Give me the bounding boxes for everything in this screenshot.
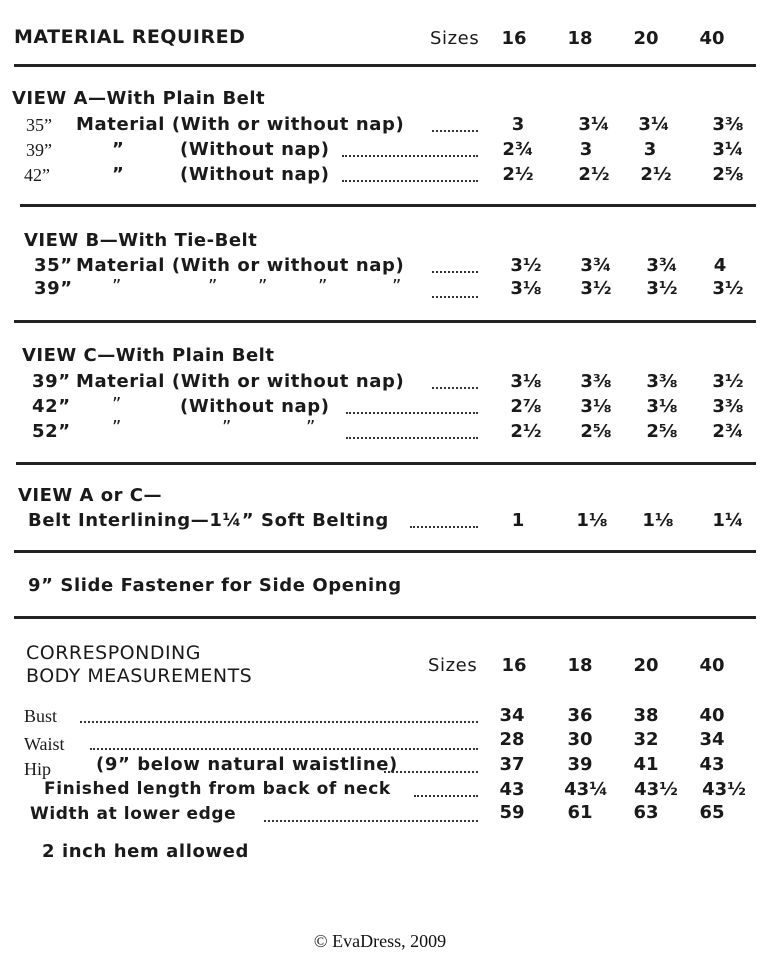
measurement-label: Waist [24,734,65,754]
measurement-value: 43½ [702,779,746,800]
yardage-value: 1⅛ [642,510,674,531]
yardage-value: 3⅜ [646,371,678,392]
dot-leader [432,387,478,389]
yardage-value: 2⅝ [646,421,678,442]
dot-leader [346,412,478,414]
body-measurements-title-line2: BODY MEASUREMENTS [26,665,253,687]
size-header: 18 [567,28,593,49]
yardage-value: 2⅝ [580,421,612,442]
yardage-value: 3¼ [638,114,670,135]
yardage-value: 2½ [510,421,542,442]
dot-leader [432,130,478,132]
divider [14,550,756,553]
material-desc: (Without nap) [180,164,330,185]
ditto-mark: ” [258,276,268,297]
material-width: 39” [26,140,52,160]
sizes-label: Sizes [430,28,480,49]
dot-leader [432,296,478,298]
yardage-value: 3¼ [712,139,744,160]
yardage-value: 2½ [578,164,610,185]
ditto-mark: ” [112,417,122,438]
ditto-mark: ” [222,417,232,438]
measurement-value: 28 [499,729,525,750]
yardage-value: 3¼ [578,114,610,135]
measurement-value: 38 [633,705,659,726]
material-width: 35” [26,115,52,135]
ditto-mark: ” [392,276,402,297]
yardage-value: 3⅜ [712,114,744,135]
measurement-value: 63 [633,802,659,823]
dot-leader [90,748,478,750]
ditto-mark: ” [112,164,125,185]
yardage-value: 2½ [502,164,534,185]
yardage-value: 2⅞ [510,396,542,417]
material-desc: Material (With or without nap) [76,114,405,135]
fastener-note: 9” Slide Fastener for Side Opening [28,575,402,596]
measurement-value: 40 [699,705,725,726]
yardage-value: 3½ [646,278,678,299]
divider [14,616,756,619]
yardage-value: 3½ [712,371,744,392]
yardage-value: 2¾ [712,421,744,442]
measurement-value: 43 [699,754,725,775]
yardage-value: 3⅜ [712,396,744,417]
size-header: 40 [699,28,725,49]
dot-leader [410,526,478,528]
measurement-value: 43¼ [564,779,608,800]
dot-leader [342,155,478,157]
material-desc: Material (With or without nap) [76,371,405,392]
yardage-value: 3¾ [646,255,678,276]
material-width: 52” [32,421,71,442]
chart-title: MATERIAL REQUIRED [14,26,246,48]
size-header: 20 [633,655,659,676]
yardage-value: 3⅛ [510,371,542,392]
measurement-value: 59 [499,802,525,823]
measurement-label: Hip [24,759,51,779]
yardage-value: 3 [643,139,657,160]
ditto-mark: ” [306,417,316,438]
measurement-label: Finished length from back of neck [44,779,391,799]
yardage-value: 3⅛ [580,396,612,417]
yardage-value: 2⅝ [712,164,744,185]
dot-leader [264,820,478,822]
measurement-value: 61 [567,802,593,823]
yardage-value: 3½ [510,255,542,276]
yardage-value: 3 [511,114,525,135]
measurement-value: 37 [499,754,525,775]
yardage-value: 3⅛ [510,278,542,299]
measurement-value: 43½ [634,779,678,800]
body-measurements-title-line1: CORRESPONDING [26,642,201,664]
view-a-title: VIEW A—With Plain Belt [12,88,266,109]
size-header: 16 [501,28,527,49]
sizes-label: Sizes [428,655,478,676]
belting-desc: Belt Interlining—1¼” Soft Belting [28,510,389,531]
material-desc: Material (With or without nap) [76,255,405,276]
yardage-value: 3½ [712,278,744,299]
yardage-value: 2¾ [502,139,534,160]
yardage-value: 1⅛ [576,510,608,531]
measurement-label: Bust [24,706,58,726]
yardage-value: 3⅛ [646,396,678,417]
measurement-value: 30 [567,729,593,750]
dot-leader [414,795,478,797]
divider [14,320,756,323]
yardage-value: 3½ [580,278,612,299]
view-c-title: VIEW C—With Plain Belt [22,345,275,366]
view-b-title: VIEW B—With Tie-Belt [24,230,258,251]
dot-leader [432,271,478,273]
measurement-value: 41 [633,754,659,775]
material-width: 42” [24,165,50,185]
measurement-value: 65 [699,802,725,823]
ditto-mark: ” [112,394,122,415]
size-header: 16 [501,655,527,676]
yardage-value: 4 [713,255,727,276]
measurement-value: 39 [567,754,593,775]
divider [16,462,756,465]
hip-note: (9” below natural waistline) [96,754,398,775]
size-header: 40 [699,655,725,676]
material-desc: (Without nap) [180,396,330,417]
yardage-value: 1 [511,510,525,531]
yardage-value: 2½ [640,164,672,185]
dot-leader [346,437,478,439]
dot-leader [384,771,478,773]
yardage-value: 1¼ [712,510,744,531]
yardage-value: 3 [579,139,593,160]
material-width: 39” [32,371,71,392]
measurement-value: 43 [499,779,525,800]
divider [14,64,756,67]
measurement-value: 34 [699,729,725,750]
divider [20,204,756,207]
ditto-mark: ” [208,276,218,297]
yardage-value: 3⅜ [580,371,612,392]
dot-leader [80,721,478,723]
material-width: 42” [32,396,71,417]
size-header: 18 [567,655,593,676]
yardage-value: 3¾ [580,255,612,276]
material-width: 35” [34,255,73,276]
ditto-mark: ” [318,276,328,297]
measurement-value: 34 [499,705,525,726]
measurement-value: 36 [567,705,593,726]
dot-leader [342,180,478,182]
material-width: 39” [34,278,73,299]
measurement-label: Width at lower edge [30,804,237,824]
material-desc: (Without nap) [180,139,330,160]
copyright-footer: © EvaDress, 2009 [313,931,447,951]
hem-note: 2 inch hem allowed [42,841,249,862]
ditto-mark: ” [112,276,122,297]
size-header: 20 [633,28,659,49]
measurement-value: 32 [633,729,659,750]
view-ac-title: VIEW A or C— [18,485,162,506]
ditto-mark: ” [112,139,125,160]
